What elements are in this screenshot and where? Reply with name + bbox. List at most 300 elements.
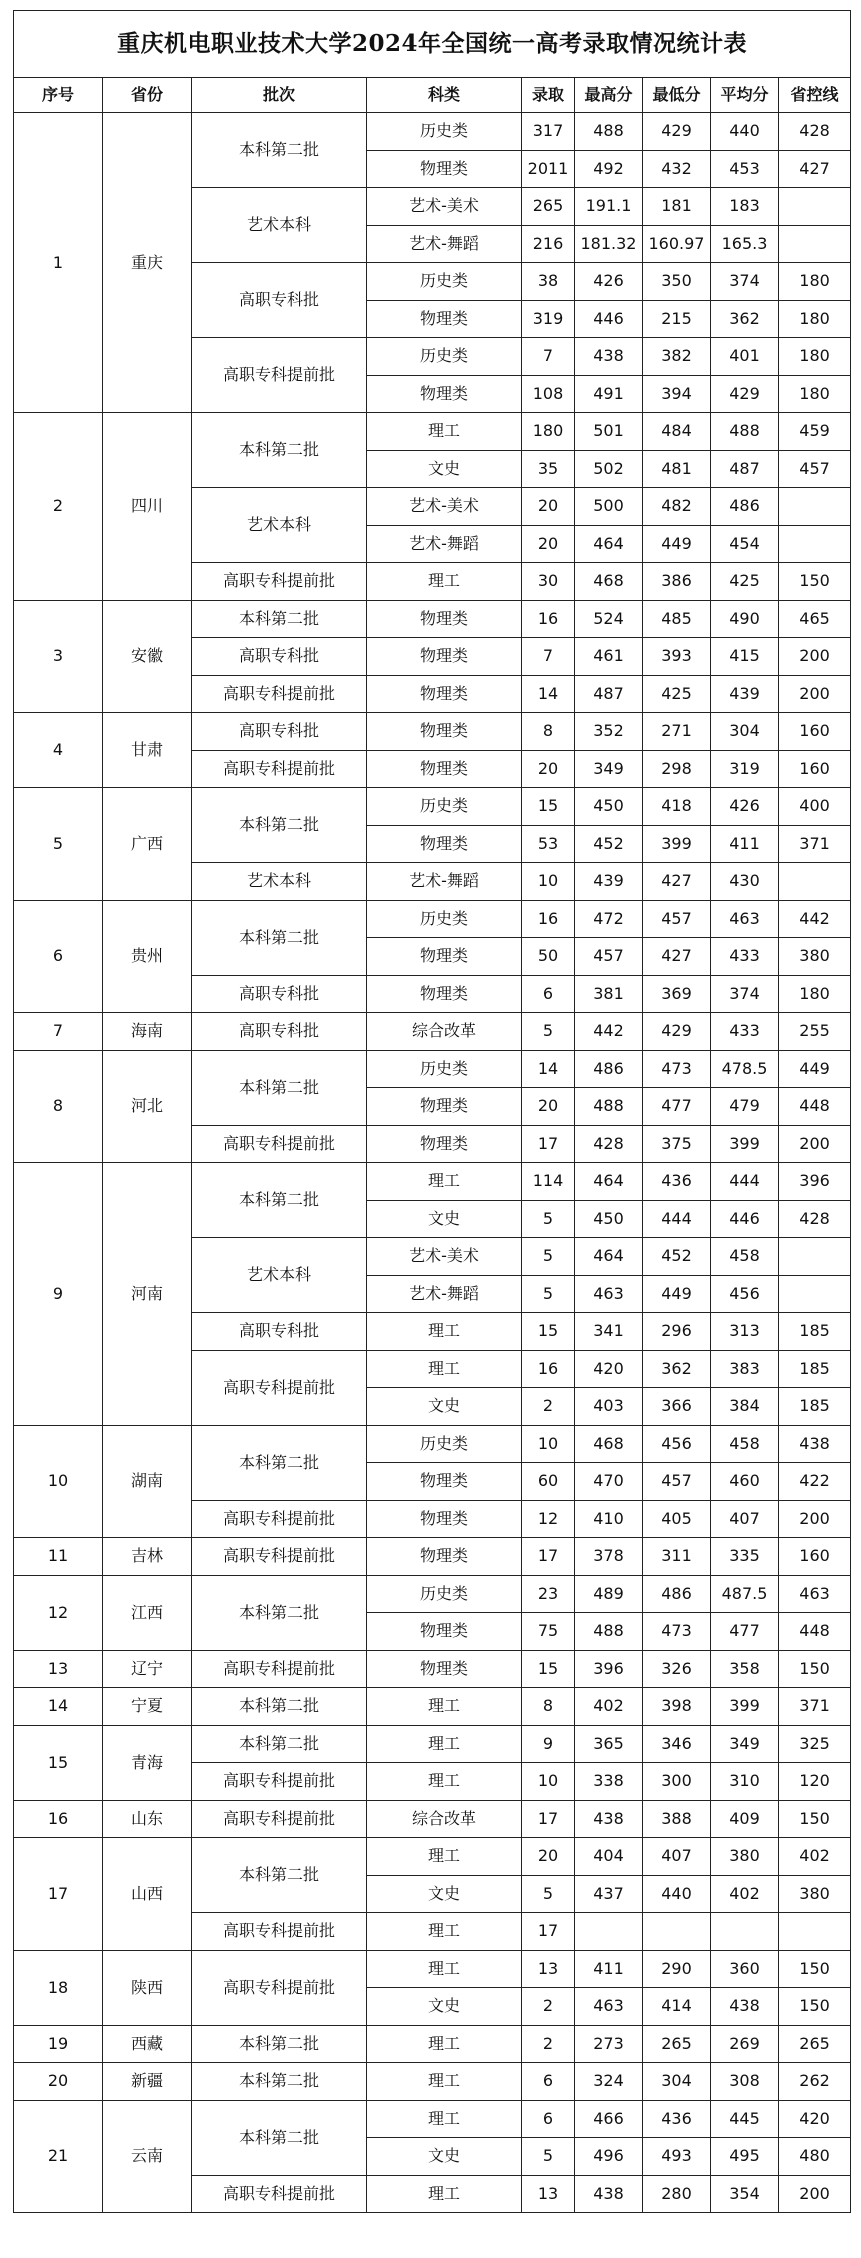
max-score-cell: 410 <box>575 1500 643 1538</box>
batch-cell: 艺术本科 <box>192 1238 367 1313</box>
admitted-cell: 8 <box>522 713 575 751</box>
no-cell: 3 <box>14 600 103 713</box>
admitted-cell: 38 <box>522 263 575 301</box>
admitted-cell: 10 <box>522 863 575 901</box>
admitted-cell: 6 <box>522 2063 575 2101</box>
avg-score-cell: 335 <box>711 1538 779 1576</box>
batch-cell: 本科第二批 <box>192 2100 367 2175</box>
min-score-cell: 485 <box>643 600 711 638</box>
avg-score-cell: 399 <box>711 1125 779 1163</box>
control-line-cell: 442 <box>779 900 851 938</box>
batch-cell: 高职专科提前批 <box>192 1950 367 2025</box>
max-score-cell: 502 <box>575 450 643 488</box>
max-score-cell: 463 <box>575 1275 643 1313</box>
min-score-cell: 449 <box>643 1275 711 1313</box>
admitted-cell: 20 <box>522 488 575 526</box>
max-score-cell: 468 <box>575 563 643 601</box>
avg-score-cell: 433 <box>711 1013 779 1051</box>
avg-score-cell: 401 <box>711 338 779 376</box>
table-row <box>14 600 851 638</box>
max-score-cell: 470 <box>575 1463 643 1501</box>
type-cell: 文史 <box>367 2138 522 2176</box>
control-line-cell: 150 <box>779 1988 851 2026</box>
control-line-cell <box>779 1913 851 1951</box>
admitted-cell: 114 <box>522 1163 575 1201</box>
table-row <box>14 2100 851 2138</box>
type-cell: 艺术-舞蹈 <box>367 525 522 563</box>
table-row <box>14 1725 851 1763</box>
type-cell: 文史 <box>367 1388 522 1426</box>
max-score-cell: 452 <box>575 825 643 863</box>
batch-cell: 高职专科提前批 <box>192 1800 367 1838</box>
province-cell: 山东 <box>103 1800 192 1838</box>
control-line-cell: 200 <box>779 675 851 713</box>
control-line-cell <box>779 863 851 901</box>
province-cell: 西藏 <box>103 2025 192 2063</box>
control-line-cell: 438 <box>779 1425 851 1463</box>
type-cell: 物理类 <box>367 375 522 413</box>
avg-score-cell: 440 <box>711 113 779 151</box>
avg-score-cell: 433 <box>711 938 779 976</box>
avg-score-cell: 383 <box>711 1350 779 1388</box>
max-score-cell: 426 <box>575 263 643 301</box>
no-cell: 10 <box>14 1425 103 1538</box>
admitted-cell: 7 <box>522 338 575 376</box>
control-line-cell: 200 <box>779 638 851 676</box>
control-line-cell <box>779 1275 851 1313</box>
avg-score-cell: 310 <box>711 1763 779 1801</box>
min-score-cell: 481 <box>643 450 711 488</box>
province-cell: 重庆 <box>103 113 192 413</box>
max-score-cell: 273 <box>575 2025 643 2063</box>
table-row <box>14 1163 851 1201</box>
type-cell: 理工 <box>367 1838 522 1876</box>
max-score-cell: 492 <box>575 150 643 188</box>
type-cell: 理工 <box>367 1350 522 1388</box>
admitted-cell: 20 <box>522 750 575 788</box>
type-cell: 文史 <box>367 1875 522 1913</box>
batch-cell: 高职专科提前批 <box>192 1350 367 1425</box>
min-score-cell: 418 <box>643 788 711 826</box>
batch-cell: 高职专科提前批 <box>192 750 367 788</box>
min-score-cell: 473 <box>643 1613 711 1651</box>
admitted-cell: 35 <box>522 450 575 488</box>
max-score-cell: 438 <box>575 2175 643 2213</box>
no-cell: 5 <box>14 788 103 901</box>
control-line-cell: 396 <box>779 1163 851 1201</box>
type-cell: 历史类 <box>367 113 522 151</box>
avg-score-cell: 374 <box>711 975 779 1013</box>
min-score-cell: 382 <box>643 338 711 376</box>
max-score-cell: 488 <box>575 113 643 151</box>
max-score-cell: 464 <box>575 525 643 563</box>
avg-score-cell: 460 <box>711 1463 779 1501</box>
max-score-cell: 461 <box>575 638 643 676</box>
batch-cell: 本科第二批 <box>192 413 367 488</box>
batch-cell: 高职专科提前批 <box>192 1763 367 1801</box>
max-score-cell: 442 <box>575 1013 643 1051</box>
no-cell: 15 <box>14 1725 103 1800</box>
province-cell: 江西 <box>103 1575 192 1650</box>
table-row <box>14 413 851 451</box>
max-score-cell: 428 <box>575 1125 643 1163</box>
admitted-cell: 20 <box>522 525 575 563</box>
min-score-cell: 215 <box>643 300 711 338</box>
admitted-cell: 50 <box>522 938 575 976</box>
header-province: 省份 <box>103 78 192 113</box>
avg-score-cell: 490 <box>711 600 779 638</box>
admitted-cell: 8 <box>522 1688 575 1726</box>
no-cell: 8 <box>14 1050 103 1163</box>
min-score-cell: 265 <box>643 2025 711 2063</box>
min-score-cell: 388 <box>643 1800 711 1838</box>
min-score-cell: 181 <box>643 188 711 226</box>
max-score-cell: 450 <box>575 1200 643 1238</box>
avg-score-cell: 165.3 <box>711 225 779 263</box>
type-cell: 理工 <box>367 2100 522 2138</box>
admitted-cell: 12 <box>522 1500 575 1538</box>
admitted-cell: 6 <box>522 2100 575 2138</box>
province-cell: 河北 <box>103 1050 192 1163</box>
min-score-cell: 304 <box>643 2063 711 2101</box>
province-cell: 吉林 <box>103 1538 192 1576</box>
min-score-cell: 456 <box>643 1425 711 1463</box>
control-line-cell: 185 <box>779 1313 851 1351</box>
batch-cell: 高职专科批 <box>192 638 367 676</box>
min-score-cell: 405 <box>643 1500 711 1538</box>
min-score-cell: 398 <box>643 1688 711 1726</box>
control-line-cell: 150 <box>779 563 851 601</box>
batch-cell: 本科第二批 <box>192 1163 367 1238</box>
type-cell: 历史类 <box>367 263 522 301</box>
min-score-cell: 440 <box>643 1875 711 1913</box>
max-score-cell: 338 <box>575 1763 643 1801</box>
batch-cell: 高职专科提前批 <box>192 675 367 713</box>
type-cell: 物理类 <box>367 600 522 638</box>
header-type: 科类 <box>367 78 522 113</box>
admitted-cell: 30 <box>522 563 575 601</box>
max-score-cell: 341 <box>575 1313 643 1351</box>
control-line-cell: 400 <box>779 788 851 826</box>
no-cell: 11 <box>14 1538 103 1576</box>
batch-cell: 高职专科提前批 <box>192 1913 367 1951</box>
type-cell: 艺术-美术 <box>367 188 522 226</box>
admitted-cell: 2 <box>522 1988 575 2026</box>
control-line-cell: 380 <box>779 938 851 976</box>
batch-cell: 高职专科批 <box>192 713 367 751</box>
admitted-cell: 319 <box>522 300 575 338</box>
avg-score-cell: 488 <box>711 413 779 451</box>
table-row <box>14 1688 851 1726</box>
no-cell: 6 <box>14 900 103 1013</box>
no-cell: 1 <box>14 113 103 413</box>
max-score-cell: 365 <box>575 1725 643 1763</box>
province-cell: 云南 <box>103 2100 192 2213</box>
admitted-cell: 10 <box>522 1425 575 1463</box>
max-score-cell: 446 <box>575 300 643 338</box>
avg-score-cell: 269 <box>711 2025 779 2063</box>
table-row <box>14 1650 851 1688</box>
no-cell: 17 <box>14 1838 103 1951</box>
type-cell: 物理类 <box>367 1613 522 1651</box>
max-score-cell: 438 <box>575 338 643 376</box>
min-score-cell: 298 <box>643 750 711 788</box>
admitted-cell: 2 <box>522 2025 575 2063</box>
control-line-cell: 150 <box>779 1800 851 1838</box>
table-row <box>14 113 851 151</box>
avg-score-cell: 319 <box>711 750 779 788</box>
avg-score-cell: 425 <box>711 563 779 601</box>
batch-cell: 本科第二批 <box>192 2063 367 2101</box>
admission-table-sheet <box>13 10 850 2213</box>
type-cell: 物理类 <box>367 713 522 751</box>
max-score-cell: 404 <box>575 1838 643 1876</box>
type-cell: 理工 <box>367 1950 522 1988</box>
min-score-cell: 407 <box>643 1838 711 1876</box>
no-cell: 21 <box>14 2100 103 2213</box>
admitted-cell: 5 <box>522 1875 575 1913</box>
type-cell: 理工 <box>367 1688 522 1726</box>
control-line-cell: 185 <box>779 1388 851 1426</box>
admitted-cell: 265 <box>522 188 575 226</box>
admitted-cell: 5 <box>522 1238 575 1276</box>
batch-cell: 高职专科提前批 <box>192 1538 367 1576</box>
admitted-cell: 16 <box>522 600 575 638</box>
batch-cell: 本科第二批 <box>192 1575 367 1650</box>
type-cell: 物理类 <box>367 938 522 976</box>
control-line-cell: 463 <box>779 1575 851 1613</box>
max-score-cell: 524 <box>575 600 643 638</box>
type-cell: 理工 <box>367 1913 522 1951</box>
max-score-cell: 403 <box>575 1388 643 1426</box>
table-row <box>14 1800 851 1838</box>
avg-score-cell: 430 <box>711 863 779 901</box>
table-title: 重庆机电职业技术大学2024年全国统一高考录取情况统计表 <box>14 11 851 78</box>
max-score-cell <box>575 1913 643 1951</box>
province-cell: 新疆 <box>103 2063 192 2101</box>
avg-score-cell: 477 <box>711 1613 779 1651</box>
type-cell: 艺术-舞蹈 <box>367 1275 522 1313</box>
max-score-cell: 352 <box>575 713 643 751</box>
max-score-cell: 489 <box>575 1575 643 1613</box>
control-line-cell: 180 <box>779 300 851 338</box>
header-min-score: 最低分 <box>643 78 711 113</box>
max-score-cell: 486 <box>575 1050 643 1088</box>
min-score-cell: 366 <box>643 1388 711 1426</box>
batch-cell: 艺术本科 <box>192 488 367 563</box>
avg-score-cell: 399 <box>711 1688 779 1726</box>
batch-cell: 高职专科提前批 <box>192 1650 367 1688</box>
max-score-cell: 463 <box>575 1988 643 2026</box>
avg-score-cell: 411 <box>711 825 779 863</box>
control-line-cell: 200 <box>779 1500 851 1538</box>
province-cell: 贵州 <box>103 900 192 1013</box>
admission-table <box>13 10 851 2213</box>
admitted-cell: 20 <box>522 1088 575 1126</box>
admitted-cell: 20 <box>522 1838 575 1876</box>
avg-score-cell: 349 <box>711 1725 779 1763</box>
avg-score-cell: 415 <box>711 638 779 676</box>
avg-score-cell: 429 <box>711 375 779 413</box>
control-line-cell: 180 <box>779 975 851 1013</box>
avg-score-cell: 454 <box>711 525 779 563</box>
admitted-cell: 13 <box>522 2175 575 2213</box>
min-score-cell: 399 <box>643 825 711 863</box>
type-cell: 艺术-舞蹈 <box>367 863 522 901</box>
table-row <box>14 1013 851 1051</box>
max-score-cell: 496 <box>575 2138 643 2176</box>
batch-cell: 艺术本科 <box>192 188 367 263</box>
max-score-cell: 396 <box>575 1650 643 1688</box>
type-cell: 物理类 <box>367 1650 522 1688</box>
avg-score-cell: 308 <box>711 2063 779 2101</box>
min-score-cell: 429 <box>643 1013 711 1051</box>
type-cell: 艺术-舞蹈 <box>367 225 522 263</box>
control-line-cell: 428 <box>779 1200 851 1238</box>
admitted-cell: 15 <box>522 1313 575 1351</box>
control-line-cell: 380 <box>779 1875 851 1913</box>
province-cell: 安徽 <box>103 600 192 713</box>
admitted-cell: 2 <box>522 1388 575 1426</box>
admitted-cell: 2011 <box>522 150 575 188</box>
no-cell: 20 <box>14 2063 103 2101</box>
table-row <box>14 900 851 938</box>
type-cell: 历史类 <box>367 1425 522 1463</box>
control-line-cell: 200 <box>779 2175 851 2213</box>
province-cell: 河南 <box>103 1163 192 1426</box>
admitted-cell: 317 <box>522 113 575 151</box>
max-score-cell: 402 <box>575 1688 643 1726</box>
control-line-cell: 120 <box>779 1763 851 1801</box>
type-cell: 物理类 <box>367 1463 522 1501</box>
admitted-cell: 9 <box>522 1725 575 1763</box>
avg-score-cell: 479 <box>711 1088 779 1126</box>
table-row <box>14 1050 851 1088</box>
max-score-cell: 438 <box>575 1800 643 1838</box>
min-score-cell: 473 <box>643 1050 711 1088</box>
batch-cell: 本科第二批 <box>192 1688 367 1726</box>
province-cell: 湖南 <box>103 1425 192 1538</box>
avg-score-cell: 354 <box>711 2175 779 2213</box>
avg-score-cell: 426 <box>711 788 779 826</box>
admitted-cell: 17 <box>522 1538 575 1576</box>
no-cell: 12 <box>14 1575 103 1650</box>
table-row <box>14 2063 851 2101</box>
max-score-cell: 488 <box>575 1088 643 1126</box>
type-cell: 理工 <box>367 1725 522 1763</box>
admitted-cell: 216 <box>522 225 575 263</box>
max-score-cell: 488 <box>575 1613 643 1651</box>
table-body <box>14 113 851 2213</box>
control-line-cell: 457 <box>779 450 851 488</box>
avg-score-cell: 444 <box>711 1163 779 1201</box>
max-score-cell: 457 <box>575 938 643 976</box>
min-score-cell: 414 <box>643 1988 711 2026</box>
max-score-cell: 411 <box>575 1950 643 1988</box>
type-cell: 物理类 <box>367 1125 522 1163</box>
min-score-cell: 436 <box>643 2100 711 2138</box>
admitted-cell: 17 <box>522 1800 575 1838</box>
avg-score-cell: 446 <box>711 1200 779 1238</box>
no-cell: 16 <box>14 1800 103 1838</box>
min-score-cell: 300 <box>643 1763 711 1801</box>
batch-cell: 高职专科提前批 <box>192 1500 367 1538</box>
max-score-cell: 439 <box>575 863 643 901</box>
admitted-cell: 53 <box>522 825 575 863</box>
batch-cell: 高职专科批 <box>192 263 367 338</box>
province-cell: 陕西 <box>103 1950 192 2025</box>
table-row <box>14 713 851 751</box>
admitted-cell: 16 <box>522 1350 575 1388</box>
avg-score-cell: 358 <box>711 1650 779 1688</box>
control-line-cell: 448 <box>779 1613 851 1651</box>
no-cell: 18 <box>14 1950 103 2025</box>
avg-score-cell: 384 <box>711 1388 779 1426</box>
header-row <box>14 78 851 113</box>
max-score-cell: 501 <box>575 413 643 451</box>
type-cell: 历史类 <box>367 1050 522 1088</box>
avg-score-cell <box>711 1913 779 1951</box>
control-line-cell: 420 <box>779 2100 851 2138</box>
header-no: 序号 <box>14 78 103 113</box>
min-score-cell: 393 <box>643 638 711 676</box>
avg-score-cell: 313 <box>711 1313 779 1351</box>
admitted-cell: 60 <box>522 1463 575 1501</box>
batch-cell: 本科第二批 <box>192 788 367 863</box>
batch-cell: 高职专科提前批 <box>192 2175 367 2213</box>
type-cell: 理工 <box>367 1763 522 1801</box>
max-score-cell: 487 <box>575 675 643 713</box>
admitted-cell: 17 <box>522 1125 575 1163</box>
avg-score-cell: 487.5 <box>711 1575 779 1613</box>
max-score-cell: 464 <box>575 1238 643 1276</box>
batch-cell: 本科第二批 <box>192 900 367 975</box>
avg-score-cell: 374 <box>711 263 779 301</box>
min-score-cell: 311 <box>643 1538 711 1576</box>
admitted-cell: 108 <box>522 375 575 413</box>
no-cell: 4 <box>14 713 103 788</box>
admitted-cell: 15 <box>522 788 575 826</box>
control-line-cell: 371 <box>779 1688 851 1726</box>
type-cell: 理工 <box>367 1163 522 1201</box>
min-score-cell: 427 <box>643 938 711 976</box>
table-row <box>14 1575 851 1613</box>
min-score-cell: 280 <box>643 2175 711 2213</box>
type-cell: 物理类 <box>367 675 522 713</box>
header-control-line: 省控线 <box>779 78 851 113</box>
control-line-cell: 422 <box>779 1463 851 1501</box>
control-line-cell: 428 <box>779 113 851 151</box>
avg-score-cell: 380 <box>711 1838 779 1876</box>
type-cell: 历史类 <box>367 1575 522 1613</box>
batch-cell: 本科第二批 <box>192 1725 367 1763</box>
control-line-cell: 160 <box>779 1538 851 1576</box>
type-cell: 历史类 <box>367 338 522 376</box>
type-cell: 物理类 <box>367 1088 522 1126</box>
max-score-cell: 378 <box>575 1538 643 1576</box>
province-cell: 青海 <box>103 1725 192 1800</box>
control-line-cell: 200 <box>779 1125 851 1163</box>
admitted-cell: 14 <box>522 675 575 713</box>
header-admitted: 录取 <box>522 78 575 113</box>
type-cell: 理工 <box>367 2025 522 2063</box>
batch-cell: 本科第二批 <box>192 113 367 188</box>
avg-score-cell: 445 <box>711 2100 779 2138</box>
min-score-cell: 436 <box>643 1163 711 1201</box>
admitted-cell: 13 <box>522 1950 575 1988</box>
control-line-cell: 150 <box>779 1950 851 1988</box>
control-line-cell: 465 <box>779 600 851 638</box>
